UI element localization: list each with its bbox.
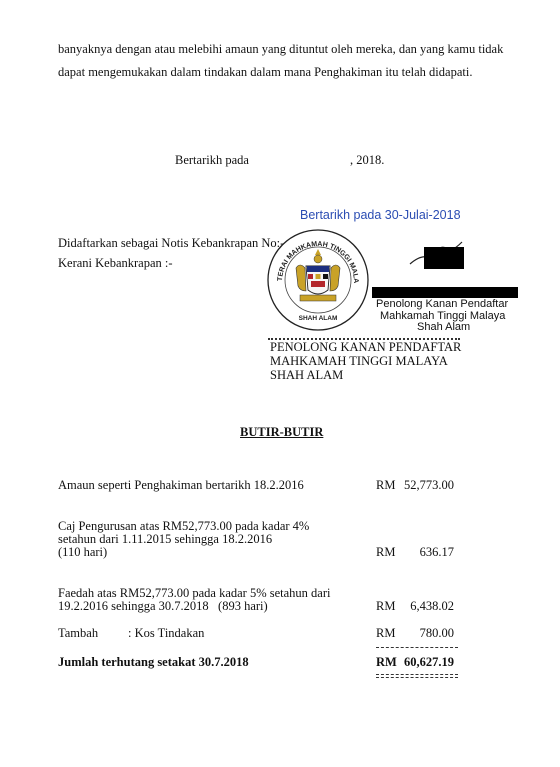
item-1-currency: RM [376, 478, 396, 492]
item-4-description: : Kos Tindakan [128, 626, 205, 640]
item-1-amount: 52,773.00 [404, 478, 454, 492]
seal-arc-text: TERAI MAHKAMAH TINGGI MALA [276, 240, 360, 283]
item-4-label: Tambah [58, 626, 99, 640]
clerk-label: Kerani Kebankrapan :- [58, 256, 173, 270]
item-3-amount: 6,438.02 [410, 599, 454, 613]
total-amount: 60,627.19 [404, 655, 454, 669]
signatory-line-1: PENOLONG KANAN PENDAFTAR [270, 340, 462, 354]
item-4-amount: 780.00 [419, 626, 454, 640]
notice-label: Didaftarkan sebagai Notis Kebankrapan No:- [58, 236, 285, 250]
item-2-line-2: setahun dari 1.11.2015 sehingga 18.2.2016 [58, 532, 273, 546]
signatory-line-2: MAHKAMAH TINGGI MALAYA [270, 354, 448, 368]
total-underline-1 [376, 674, 458, 675]
item-3-line-2: 19.2.2016 sehingga 30.7.2018 (893 hari) [58, 599, 268, 613]
item-3-currency: RM [376, 599, 396, 613]
redaction-box-1 [424, 247, 464, 269]
dated-year: , 2018. [350, 153, 385, 167]
total-label: Jumlah terhutang setakat 30.7.2018 [58, 655, 249, 669]
item-2-amount: 636.17 [419, 545, 454, 559]
total-underline-2 [376, 677, 458, 678]
signatory-line-3: SHAH ALAM [270, 368, 344, 382]
court-seal-graphic [266, 228, 370, 332]
particulars-heading: BUTIR-BUTIR [240, 425, 324, 439]
item-3-line-1: Faedah atas RM52,773.00 pada kadar 5% setahun dari [58, 586, 331, 600]
seal-place-text: SHAH ALAM [298, 315, 338, 322]
stamp-officer-line-3: Shah Alam [417, 321, 471, 333]
coat-of-arms-icon [296, 249, 340, 301]
stamp-officer-line-1: Penolong Kanan Pendaftar [376, 298, 509, 310]
item-1-line-1: Amaun seperti Penghakiman bertarikh 18.2.2016 [58, 478, 304, 492]
stamp-date: Bertarikh pada 30-Julai-2018 [300, 208, 461, 222]
item-2-line-1: Caj Pengurusan atas RM52,773.00 pada kadar 4% [58, 519, 310, 533]
item-4-currency: RM [376, 626, 396, 640]
item-2-currency: RM [376, 545, 396, 559]
item-2-line-3: (110 hari) [58, 545, 108, 559]
paragraph-line-1: banyaknya dengan atau melebihi amaun yang dituntut oleh mereka, dan yang kamu tidak [58, 42, 504, 56]
paragraph-line-2: dapat mengemukakan dalam tindakan dalam mana Penghakiman itu telah didapati. [58, 65, 473, 79]
redaction-box-2 [372, 287, 518, 298]
dated-label: Bertarikh pada [175, 153, 249, 167]
stamp-officer-line-2: Mahkamah Tinggi Malaya [380, 310, 506, 322]
court-seal [266, 228, 370, 332]
total-currency: RM [376, 655, 397, 669]
subtotal-dashed-line [376, 647, 458, 648]
